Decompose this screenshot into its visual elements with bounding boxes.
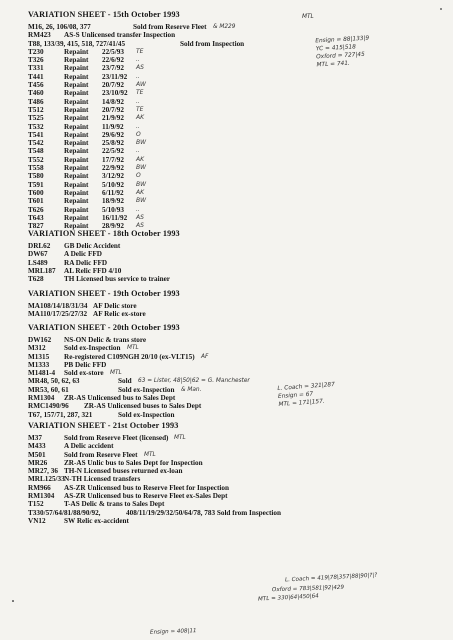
section-heading: VARIATION SHEET - 20th October 1993 — [28, 323, 180, 332]
repaint-date: 23/11/92 — [102, 72, 128, 81]
handwritten-annotation: AF — [201, 353, 209, 360]
repaint-date: 22/9/92 — [102, 164, 124, 173]
entry-description: Repaint — [64, 155, 89, 164]
entry-row — [28, 411, 438, 419]
handwritten-mark: BW — [136, 180, 147, 188]
vehicle-code: T532 — [28, 122, 44, 131]
vehicle-code: T512 — [28, 105, 44, 114]
note-line: Oxford = 727|45 — [316, 51, 365, 61]
entry-row — [28, 434, 438, 442]
entry-description: AS-ZR Unlicensed bus to Reserve Fleet ex-Sales Dept — [64, 492, 228, 501]
vehicle-code: T541 — [28, 130, 44, 139]
entry-row — [28, 344, 438, 352]
handwritten-mark: AK — [136, 155, 145, 163]
entry-description: A Delic FFD — [64, 250, 102, 259]
vehicle-code: T456 — [28, 81, 44, 90]
vehicle-code: DW162 — [28, 336, 52, 344]
vehicle-code: T626 — [28, 205, 44, 214]
vehicle-code: T441 — [28, 72, 44, 81]
note-line: MTL = 741. — [316, 60, 350, 69]
section-heading: VARIATION SHEET - 19th October 1993 — [28, 289, 180, 298]
repaint-date: 22/6/92 — [102, 56, 124, 65]
entry-row — [28, 40, 438, 48]
handwritten-mark: BW — [136, 164, 147, 172]
entry-description: AS-S Unlicensed transfer Inspection — [64, 31, 176, 40]
entry-description: 408/11/19/29/32/50/64/78, 783 Sold from Inspection — [126, 508, 282, 517]
entry-description: N-TH Licensed transfers — [64, 475, 141, 484]
variation-section — [28, 10, 438, 230]
variation-section — [28, 323, 438, 419]
entry-row — [28, 181, 438, 189]
entry-row — [28, 377, 438, 385]
entry-row — [28, 197, 438, 205]
entry-description: A Delic accident — [64, 442, 114, 451]
entry-description: Repaint — [64, 72, 89, 81]
entry-description: Repaint — [64, 213, 89, 222]
repaint-date: 5/10/93 — [102, 205, 124, 214]
repaint-date: 22/5/92 — [102, 147, 124, 156]
repaint-date: 11/9/92 — [102, 122, 124, 131]
vehicle-code: T230 — [28, 47, 44, 56]
entry-description: Repaint — [64, 130, 89, 139]
entry-description: Repaint — [64, 172, 89, 181]
entry-description: Sold ex-store — [64, 369, 104, 378]
vehicle-code: DW67 — [28, 250, 48, 259]
entry-row — [28, 131, 438, 139]
repaint-date: 20/7/92 — [102, 81, 124, 90]
entry-row — [28, 214, 438, 222]
entry-description: Repaint — [64, 205, 89, 214]
entry-row — [28, 147, 438, 155]
entry-row — [28, 302, 438, 310]
entry-row — [28, 259, 438, 267]
entry-row — [28, 172, 438, 180]
entry-description: AS-ZR Unlicensed bus to Reserve Fleet for Inspection — [64, 483, 229, 492]
entry-description: Sold — [118, 377, 132, 386]
entry-description: Repaint — [64, 188, 89, 197]
scan-speck — [12, 600, 14, 602]
handwritten-mark: AK — [136, 188, 145, 196]
entry-description: PB Delic FFD — [64, 360, 107, 369]
handwritten-mark: TE — [136, 89, 144, 97]
entry-description: SW Relic ex-accident — [64, 516, 129, 525]
handwritten-annotation: MTL — [127, 345, 139, 352]
entry-row — [28, 369, 438, 377]
entry-row — [28, 189, 438, 197]
handwritten-mark: .. — [136, 72, 140, 80]
entry-description: T-AS Delic & trans to Sales Dept — [64, 500, 165, 509]
handwritten-mark: .. — [136, 147, 140, 155]
vehicle-code: MA110/17/25/27/32 — [28, 310, 88, 319]
entry-row — [28, 267, 438, 275]
vehicle-code: VN12 — [28, 516, 46, 525]
entry-row — [28, 89, 438, 97]
entry-row — [28, 23, 438, 31]
entry-description: Repaint — [64, 47, 89, 56]
handwritten-mark: BW — [136, 197, 147, 205]
handwritten-mark: AS — [136, 213, 144, 221]
vehicle-code: T552 — [28, 155, 44, 164]
vehicle-code: T486 — [28, 97, 44, 106]
entry-description: Repaint — [64, 180, 89, 189]
vehicle-code: RM1304 — [28, 492, 55, 501]
bottom-note-1: L. Coach = 419|78|357|88|90|?|? — [284, 572, 378, 584]
entry-row — [28, 106, 438, 114]
handwritten-annotation: 63 = Lister, 48|50|62 = G. Manchester — [138, 378, 250, 385]
handwritten-mark: O — [136, 130, 141, 138]
entry-description: ZR-AS Unlicensed buses to Sales Dept — [84, 402, 202, 411]
handwritten-mark: TE — [136, 47, 144, 55]
entry-row — [28, 81, 438, 89]
handwritten-annotation: MTL — [110, 370, 122, 377]
repaint-date: 3/12/92 — [102, 172, 124, 181]
entry-description: Sold from Reserve Fleet — [133, 23, 207, 31]
entry-row — [28, 361, 438, 369]
entry-row — [28, 56, 438, 64]
repaint-date: 17/7/92 — [102, 155, 124, 164]
vehicle-code: T628 — [28, 275, 44, 284]
entry-row — [28, 123, 438, 131]
entry-description: Repaint — [64, 197, 89, 206]
entry-row — [28, 467, 438, 475]
vehicle-code: M433 — [28, 442, 46, 451]
vehicle-code: M1333 — [28, 360, 50, 369]
vehicle-code: T331 — [28, 64, 44, 73]
entry-description: Repaint — [64, 56, 89, 65]
entry-row — [28, 451, 438, 459]
entry-row — [28, 64, 438, 72]
margin-note-mid — [277, 382, 336, 410]
variation-section — [28, 229, 438, 283]
handwritten-mark: O — [136, 172, 141, 180]
entry-description: Repaint — [64, 114, 89, 123]
entry-row — [28, 73, 438, 81]
repaint-date: 23/10/92 — [102, 89, 128, 98]
header-mtl-note: MTL — [302, 14, 314, 20]
entry-row — [28, 114, 438, 122]
handwritten-annotation: MTL — [144, 451, 156, 458]
entry-description: Repaint — [64, 89, 89, 98]
vehicle-code: T643 — [28, 213, 44, 222]
repaint-date: 6/11/92 — [102, 188, 124, 197]
entry-row — [28, 459, 438, 467]
section-heading: VARIATION SHEET - 15th October 1993 — [28, 10, 180, 19]
note-line: MTL = 171|157. — [278, 398, 325, 408]
bottom-note-4: Ensign = 408|11 — [149, 628, 197, 636]
vehicle-code: MRL125/33 — [28, 475, 65, 484]
entry-description: Repaint — [64, 64, 89, 73]
handwritten-mark: AK — [136, 114, 145, 122]
vehicle-code: T525 — [28, 114, 44, 123]
entry-row — [28, 48, 438, 56]
entry-row — [28, 509, 438, 517]
handwritten-mark: AS — [136, 222, 144, 230]
vehicle-code: T827 — [28, 222, 44, 231]
repaint-date: 23/7/92 — [102, 64, 124, 73]
entry-description: TH-N Licensed buses returned ex-loan — [64, 467, 183, 476]
scan-speck — [440, 8, 442, 10]
handwritten-mark: TE — [136, 105, 144, 113]
vehicle-code: T548 — [28, 147, 44, 156]
vehicle-code: M501 — [28, 450, 46, 459]
entry-description: RA Delic FFD — [64, 258, 108, 267]
repaint-date: 20/7/92 — [102, 105, 124, 114]
entry-row — [28, 275, 438, 283]
vehicle-code: MR26 — [28, 458, 48, 467]
entry-row — [28, 475, 438, 483]
entry-row — [28, 156, 438, 164]
vehicle-code: RM966 — [28, 483, 51, 492]
entry-description: Repaint — [64, 81, 89, 90]
entry-description: AF Delic store — [93, 302, 137, 310]
entry-description: Repaint — [64, 97, 89, 106]
entry-row — [28, 492, 438, 500]
entry-description: Repaint — [64, 122, 89, 131]
entry-row — [28, 394, 438, 402]
vehicle-code: M1481-4 — [28, 369, 56, 378]
vehicle-code: MA108/14/18/31/34 — [28, 302, 88, 310]
entry-row — [28, 386, 438, 394]
vehicle-code: M37 — [28, 434, 42, 442]
vehicle-code: RM423 — [28, 31, 51, 40]
repaint-date: 5/10/92 — [102, 180, 124, 189]
note-line: YC = 415|518 — [315, 44, 357, 53]
entry-row — [28, 402, 438, 410]
entry-description: Sold ex-Inspection — [64, 344, 121, 353]
repaint-date: 22/5/93 — [102, 47, 124, 56]
vehicle-code: M312 — [28, 344, 46, 353]
handwritten-annotation: & M229 — [213, 24, 236, 30]
entry-description: Repaint — [64, 222, 89, 231]
entry-description: Sold ex-Inspection — [118, 385, 175, 394]
variation-section — [28, 289, 438, 319]
repaint-date: 28/9/92 — [102, 222, 124, 231]
vehicle-code: T326 — [28, 56, 44, 65]
handwritten-mark: AS — [136, 64, 144, 72]
vehicle-code: RMC1490/96 — [28, 402, 69, 411]
entry-description: GB Delic Accident — [64, 242, 121, 250]
handwritten-annotation: MTL — [174, 435, 186, 441]
vehicle-code: MR53, 60, 61 — [28, 385, 69, 394]
entry-row — [28, 517, 438, 525]
entry-row — [28, 98, 438, 106]
entry-row — [28, 206, 438, 214]
entry-description: Repaint — [64, 164, 89, 173]
variation-section — [28, 421, 438, 525]
handwritten-mark: .. — [136, 122, 140, 130]
vehicle-code: T67, 157/71, 287, 321 — [28, 410, 93, 419]
handwritten-mark: AW — [136, 81, 146, 89]
repaint-date: 21/9/92 — [102, 114, 124, 123]
vehicle-code: LS489 — [28, 258, 48, 267]
repaint-date: 29/6/92 — [102, 130, 124, 139]
entry-row — [28, 442, 438, 450]
vehicle-code: M16, 26, 106/08, 377 — [28, 23, 91, 31]
section-heading: VARIATION SHEET - 18th October 1993 — [28, 229, 180, 238]
entry-description: Sold from Reserve Fleet (licensed) — [64, 434, 169, 442]
entry-description: Sold from Reserve Fleet — [64, 450, 138, 459]
entry-description: Repaint — [64, 147, 89, 156]
bottom-note-3: MTL = 330|64|450|64 — [257, 593, 319, 603]
vehicle-code: T591 — [28, 180, 44, 189]
entry-row — [28, 353, 438, 361]
vehicle-code: T88, 133/39, 415, 518, 727/41/45 — [28, 39, 126, 48]
handwritten-annotation: & Man. — [181, 386, 202, 393]
entry-description: Sold ex-Inspection — [118, 410, 175, 419]
vehicle-code: RM1304 — [28, 394, 55, 403]
vehicle-code: T152 — [28, 500, 44, 509]
note-line: L. Coach = 321|287 — [277, 382, 336, 393]
entry-description: Repaint — [64, 105, 89, 114]
vehicle-code: T601 — [28, 197, 44, 206]
entry-description: Re-registered C109NGH 20/10 (ex-VLT15) — [64, 352, 195, 361]
vehicle-code: MR27, 36 — [28, 467, 58, 476]
vehicle-code: M1315 — [28, 352, 50, 361]
entry-row — [28, 336, 438, 344]
entry-description: ZR-AS Unlicensed bus to Sales Dept — [64, 394, 176, 403]
vehicle-code: T460 — [28, 89, 44, 98]
handwritten-mark: .. — [136, 205, 140, 213]
entry-row — [28, 500, 438, 508]
entry-description: Sold from Inspection — [180, 39, 245, 48]
repaint-date: 14/8/92 — [102, 97, 124, 106]
section-heading: VARIATION SHEET - 21st October 1993 — [28, 421, 179, 430]
vehicle-code: T330/57/64/81/88/90/92, — [28, 508, 101, 517]
vehicle-code: T580 — [28, 172, 44, 181]
vehicle-code: T542 — [28, 139, 44, 148]
repaint-date: 25/8/92 — [102, 139, 124, 148]
entry-row — [28, 484, 438, 492]
entry-row — [28, 310, 438, 318]
entry-description: AL Relic FFD 4/10 — [64, 266, 122, 275]
entry-row — [28, 31, 438, 39]
vehicle-code: T600 — [28, 188, 44, 197]
margin-note-top — [315, 36, 371, 71]
vehicle-code: T558 — [28, 164, 44, 173]
handwritten-mark: .. — [136, 97, 140, 105]
handwritten-mark: BW — [136, 139, 147, 147]
vehicle-code: MRL187 — [28, 266, 56, 275]
repaint-date: 16/11/92 — [102, 213, 128, 222]
entry-row — [28, 250, 438, 258]
entry-description: Repaint — [64, 139, 89, 148]
entry-description: TH Licensed bus service to trainer — [64, 275, 171, 284]
entry-description: AF Relic ex-store — [93, 310, 146, 319]
entry-description: ZR-AS Unlic bus to Sales Dept for Inspection — [64, 458, 203, 467]
entry-row — [28, 139, 438, 147]
repaint-date: 18/9/92 — [102, 197, 124, 206]
vehicle-code: MR48, 50, 62, 63 — [28, 377, 80, 386]
bottom-note-2: Oxford = 783|581|92|429 — [271, 584, 345, 594]
entry-description: NS-ON Delic & trans store — [64, 336, 147, 344]
entry-row — [28, 242, 438, 250]
note-line: Ensign = 88|133|9 — [315, 35, 370, 45]
note-line: Ensign = 67 — [277, 391, 314, 401]
handwritten-mark: .. — [136, 56, 140, 64]
vehicle-code: DRL62 — [28, 242, 51, 250]
entry-row — [28, 164, 438, 172]
